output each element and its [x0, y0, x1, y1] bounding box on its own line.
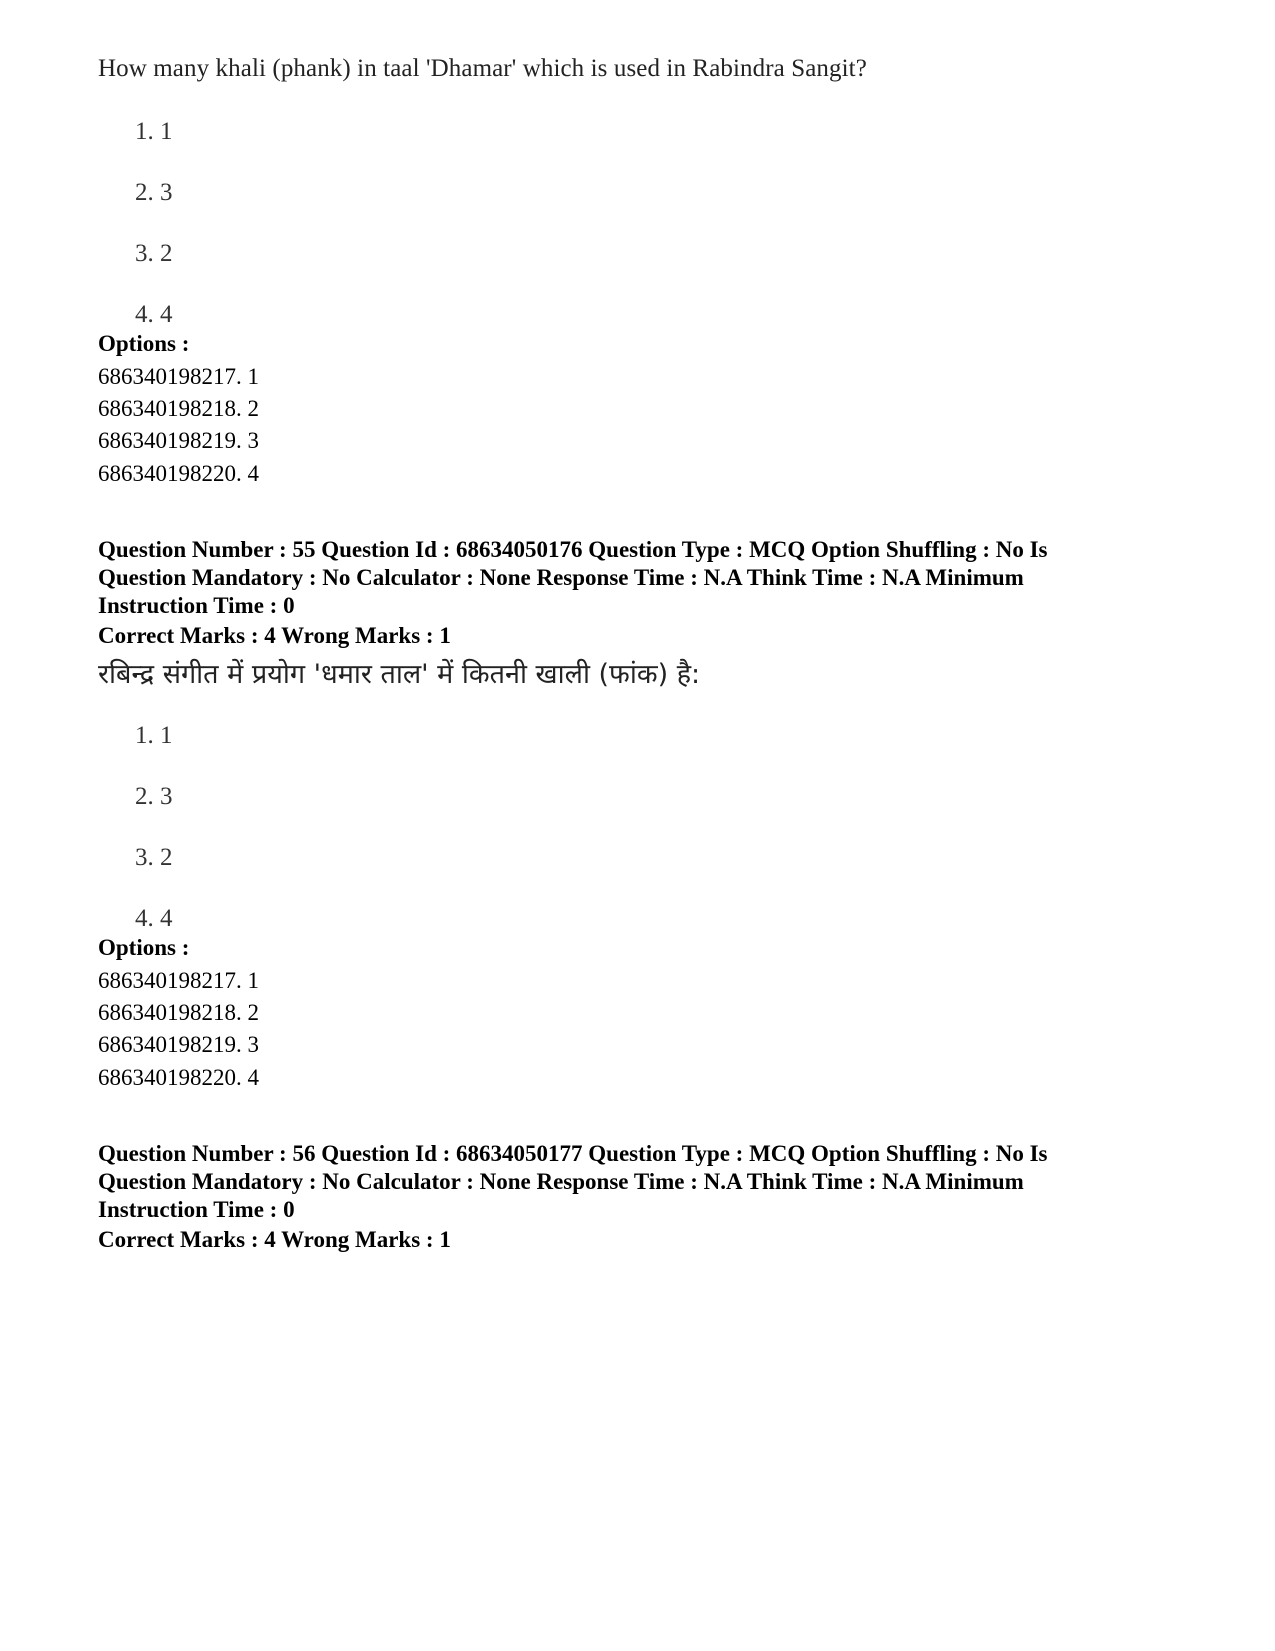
choice-2: 2. 3	[135, 783, 173, 810]
option-id-2: 686340198218. 2	[98, 1000, 259, 1025]
meta-line: Instruction Time : 0	[98, 593, 295, 618]
option-id-3: 686340198219. 3	[98, 428, 259, 453]
choice-3: 3. 2	[135, 844, 173, 871]
question-meta-56	[98, 1140, 1178, 1224]
meta-line: Question Mandatory : No Calculator : None Response Time : N.A Think Time : N.A Minimum	[98, 565, 1024, 590]
meta-line: Question Mandatory : No Calculator : None Response Time : N.A Think Time : N.A Minimum	[98, 1169, 1024, 1194]
question-text-english: How many khali (phank) in taal 'Dhamar' which is used in Rabindra Sangit?	[98, 55, 867, 82]
meta-line: Question Number : 56 Question Id : 68634050177 Question Type : MCQ Option Shuffling : No Is	[98, 1141, 1048, 1166]
option-id-4: 686340198220. 4	[98, 461, 259, 486]
option-id-3: 686340198219. 3	[98, 1032, 259, 1057]
option-id-1: 686340198217. 1	[98, 364, 259, 389]
option-id-4: 686340198220. 4	[98, 1065, 259, 1090]
meta-line: Instruction Time : 0	[98, 1197, 295, 1222]
marks-line-56: Correct Marks : 4 Wrong Marks : 1	[98, 1227, 451, 1252]
choice-3: 3. 2	[135, 240, 173, 267]
choice-2: 2. 3	[135, 179, 173, 206]
choice-1: 1. 1	[135, 722, 173, 749]
choice-1: 1. 1	[135, 118, 173, 145]
question-text-hindi: रबिन्द्र संगीत में प्रयोग 'धमार ताल' में कितनी खाली (फांक) है:	[98, 659, 701, 690]
options-label: Options :	[98, 331, 190, 356]
choice-4: 4. 4	[135, 301, 173, 328]
question-meta-55	[98, 536, 1178, 620]
option-id-1: 686340198217. 1	[98, 968, 259, 993]
choice-4: 4. 4	[135, 905, 173, 932]
marks-line-55: Correct Marks : 4 Wrong Marks : 1	[98, 623, 451, 648]
meta-line: Question Number : 55 Question Id : 68634050176 Question Type : MCQ Option Shuffling : No Is	[98, 537, 1048, 562]
options-label: Options :	[98, 935, 190, 960]
option-id-2: 686340198218. 2	[98, 396, 259, 421]
